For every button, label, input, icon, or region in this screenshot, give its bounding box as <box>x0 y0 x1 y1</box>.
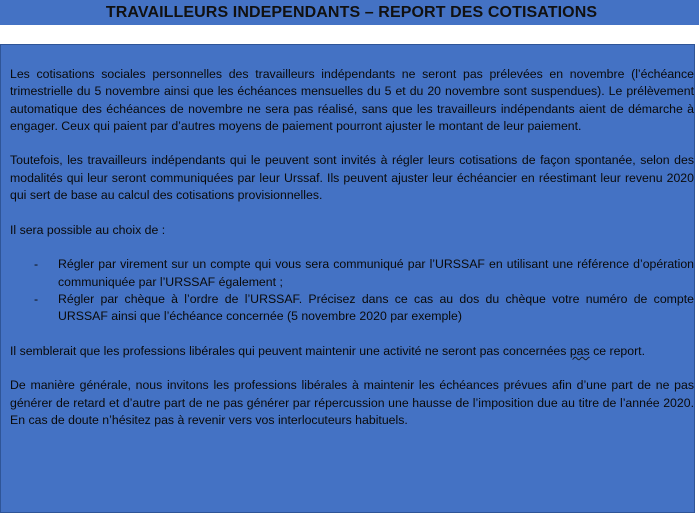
content-panel <box>0 44 695 513</box>
document-title: TRAVAILLEURS INDEPENDANTS – REPORT DES COTISATIONS <box>105 4 598 21</box>
list-item <box>10 256 694 291</box>
list-bullet: - <box>34 291 39 306</box>
paragraph-suspension: Les cotisations sociales personnelles des travailleurs indépendants ne seront pas prélevées en novembre (l’échéance trimestrielle du 5 novembre ainsi que les échéances mensuelles du 5 et du 20 novembre sont suspendues). Le prélèvement automatique des échéances de novembre ne sera pas réalisé, sans que les travailleurs indépendants aient de démarche à engager. Ceux qui paient par d’autres moyens de paiement pourront ajuster le montant de leur paiement. <box>10 67 694 133</box>
document-title-bar <box>0 0 699 25</box>
list-item-text: Régler par virement sur un compte qui vous sera communiqué par l’URSSAF en utilisant une référence d’opération communiquée par l’URSSAF également ; <box>58 257 694 289</box>
paragraph-liberal-professions-start: Il semblerait que les professions libérales qui peuvent maintenir une activité ne seront pas concernées <box>10 343 570 358</box>
list-item <box>10 291 694 326</box>
paragraph-spontaneous-payment: Toutefois, les travailleurs indépendants qui le peuvent sont invités à régler leurs cotisations de façon spontanée, selon des modalités qui leur seront communiquées par leur Urssaf. Ils peuvent ajuster leur échéancier en réestimant leur revenu 2020 qui sert de base au calcul des cotisations provisionnelles. <box>10 153 694 203</box>
paragraph-general-advice: De manière générale, nous invitons les professions libérales à maintenir les échéances prévues afin d’une part de ne pas générer de retard et d’autre part de ne pas générer par répercussion une hausse de l’imposition due au titre de l’année 2020. En cas de doute n’hésitez pas à revenir vers vos interlocuteurs habituels. <box>10 378 694 427</box>
paragraph-liberal-professions <box>10 343 694 360</box>
spellcheck-underlined-word: pas <box>569 343 590 358</box>
payment-options-list <box>10 256 694 325</box>
list-item-text: Régler par chèque à l’ordre de l’URSSAF. Précisez dans ce cas au dos du chèque votre numéro de compte URSSAF ainsi que l’échéance concernée (5 novembre 2020 par exemple) <box>58 291 694 324</box>
content-body <box>10 66 694 447</box>
list-bullet: - <box>34 257 39 272</box>
paragraph-liberal-professions-end: ce report. <box>589 343 646 358</box>
paragraph-options-intro: Il sera possible au choix de : <box>10 222 166 237</box>
